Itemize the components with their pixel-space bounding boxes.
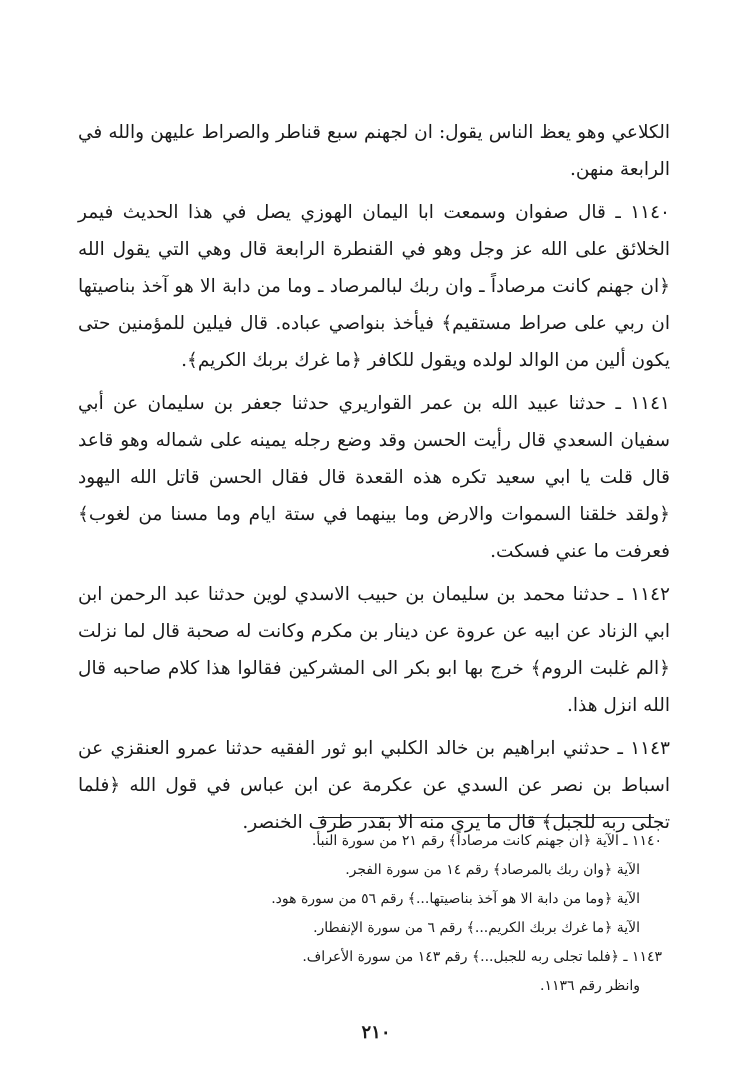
footnote-line: الآية ﴿وان ربك بالمرصاد﴾ رقم ١٤ من سورة الفجر. [345, 862, 640, 878]
footnotes [90, 827, 662, 1001]
footnote-separator [318, 817, 654, 818]
page-number: ٢١٠ [361, 1022, 391, 1043]
footnote-line: الآية ﴿ما غرك بربك الكريم...﴾ رقم ٦ من سورة الإنفطار. [313, 920, 640, 936]
footnote-line: الآية ﴿وما من دابة الا هو آخذ بناصيتها...﴾ رقم ٥٦ من سورة هود. [271, 891, 640, 907]
paragraph-continuation: الكلاعي وهو يعظ الناس يقول: ان لجهنم سبع قناطر والصراط عليهن والله في الرابعة منهن. [78, 122, 670, 180]
footnote-1143: ١١٤٣ ـ ﴿فلما تجلى ربه للجبل...﴾ رقم ١٤٣ من سورة الأعراف. [302, 949, 662, 965]
main-text [78, 114, 670, 847]
footnote-1140: ١١٤٠ ـ الآية ﴿ان جهنم كانت مرصاداً﴾ رقم ٢١ من سورة النبأ. [311, 833, 662, 849]
paragraph-1142: ١١٤٢ ـ حدثنا محمد بن سليمان بن حبيب الاسدي لوين حدثنا عبد الرحمن ابن ابي الزناد عن ابيه عن عروة عن دينار بن مكرم وكانت له صحبة قال لما نزلت ﴿الم غلبت الروم﴾ خرج بها ابو بكر الى المشركين فقالوا هذا كلام صاحبه قال الله انزل هذا. [78, 584, 670, 716]
paragraph-1141: ١١٤١ ـ حدثنا عبيد الله بن عمر القواريري حدثنا جعفر بن سليمان عن أبي سفيان السعدي قال رأيت الحسن وقد وضع رجله يمينه على شماله وهو قاعد قال قلت يا ابي سعيد تكره هذه القعدة قال فقال الحسن قاتل الله اليهود ﴿ولقد خلقنا السموات والارض وما بينهما في ستة ايام وما مسنا من لغوب﴾ فعرفت ما عني فسكت. [78, 393, 670, 562]
paragraph-1143: ١١٤٣ ـ حدثني ابراهيم بن خالد الكلبي ابو ثور الفقيه حدثنا عمرو العنقزي عن اسباط بن نصر عن السدي عن عكرمة عن ابن عباس في قول الله ﴿فلما تجلى ربه للجبل﴾ قال ما يرى منه الا بقدر طرف الخنصر. [78, 738, 670, 833]
paragraph-1140: ١١٤٠ ـ قال صفوان وسمعت ابا اليمان الهوزي يصل في هذا الحديث فيمر الخلائق على الله عز وجل وهو في القنطرة الرابعة قال وهي التي يقول الله ﴿ان جهنم كانت مرصاداً ـ وان ربك لبالمرصاد ـ وما من دابة الا هو آخذ بناصيتها ان ربي على صراط مستقيم﴾ فيأخذ بنواصي عباده. قال فيلين للمؤمنين حتى يكون ألين من الوالد لولده ويقول للكافر ﴿ما غرك بربك الكريم﴾. [78, 202, 670, 371]
footnote-line: وانظر رقم ١١٣٦. [540, 978, 640, 994]
